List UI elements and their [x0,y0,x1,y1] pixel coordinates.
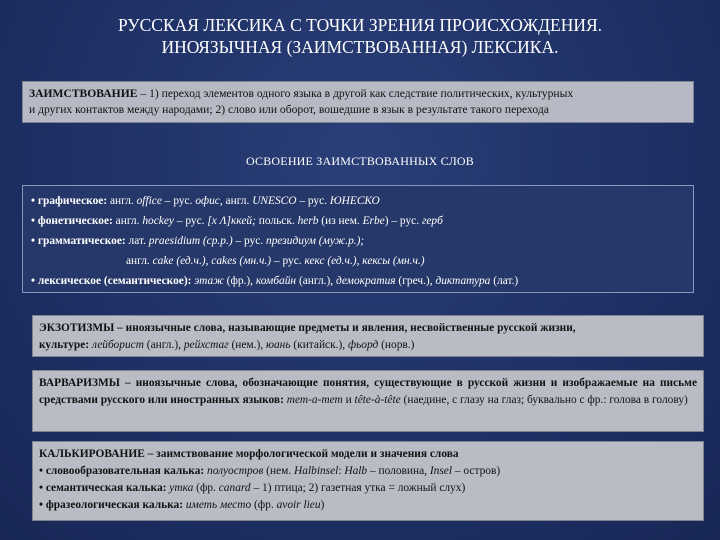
calques-box [32,441,704,521]
graphic-label: • графическое: [31,195,108,207]
example: демократия [336,275,396,287]
text: – рус. [296,195,330,207]
calques-definition: КАЛЬКИРОВАНИЕ – заимствование морфологической модели и значения слова [39,448,459,460]
barbarisms-term: ВАРВАРИЗМЫ [39,377,120,389]
definition-text-1: – 1) переход элементов одного языка в другой как следствие политических, культурных [137,87,574,100]
example: этаж [194,275,224,287]
text: : [338,465,345,477]
example: Halbinsel [294,465,339,477]
definition-line-2: и других контактов между народами; 2) слово или оборот, вошедшие в язык в результате такого перехода [29,103,549,116]
slide-title [40,14,680,58]
text: – 1) птица; 2) газетная утка = ложный слух) [250,482,466,494]
definition-line-1 [29,86,687,102]
text: – половина, [367,465,430,477]
text: (норв.) [378,339,415,351]
example: Halb [344,465,368,477]
text: (наедине, с глазу на глаз; буквально с фр.: голова в голову) [400,394,688,406]
assimilation-box [22,185,694,293]
grammatical-label: • грамматическое: [31,235,126,247]
example: cake (ед.ч.), cakes (мн.ч.) [152,255,272,267]
title-line-2: ИНОЯЗЫЧНАЯ (ЗАИМСТВОВАННАЯ) ЛЕКСИКА. [161,37,559,57]
text: – рус. [271,255,305,267]
text: англ. [222,195,253,207]
word-formation-calque [39,463,697,480]
example: тет-а-тет [286,394,343,406]
example: office [136,195,162,207]
example: кекс (ед.ч.), кексы (мн.ч.) [304,255,425,267]
definition-term: ЗАИМСТВОВАНИЕ [29,87,138,100]
example: avoir lieu [276,499,321,511]
phonetic-assimilation [31,211,685,231]
example: рейхстаг [183,339,229,351]
text: – рус. [161,195,196,207]
text: ) [320,499,325,511]
calque-label: • семантическая калька: [39,482,167,494]
calque-label: • словообразовательная калька: [39,465,205,477]
example: герб [421,215,443,227]
example: hockey [142,215,174,227]
text: – остров) [452,465,501,477]
example: иметь место [185,499,252,511]
lexical-assimilation [31,271,685,291]
text: (нем. [263,465,295,477]
text: (англ.), [296,275,336,287]
example: UNESCO [252,195,297,207]
text: – рус. [173,215,208,227]
example: Insel [429,465,453,477]
text: – рус. [232,235,267,247]
text: (англ.), [143,339,184,351]
exotisms-definition: ЭКЗОТИЗМЫ – иноязычные слова, называющие предметы и явления, несвойственные русской жизни, [39,322,576,334]
calques-heading [39,446,697,463]
text: польск. [255,215,298,227]
text: и [342,394,355,406]
example: юань [265,339,291,351]
example: президиум (муж.р.); [266,235,365,247]
text: англ. [112,215,143,227]
title-line-1: РУССКАЯ ЛЕКСИКА С ТОЧКИ ЗРЕНИЯ ПРОИСХОЖДЕНИЯ. [117,15,603,35]
definition-box [22,81,694,123]
text: (нем.), [228,339,266,351]
example: комбайн [255,275,297,287]
phonetic-label: • фонетическое: [31,215,113,227]
calque-label: • фразеологическая калька: [39,499,183,511]
exotisms-line-2 [39,337,697,354]
text: (лат.) [490,275,519,287]
text: (фр. [251,499,277,511]
text: (фр. [193,482,219,494]
example: диктатура [435,275,491,287]
lexical-label: • лексическое (семантическое): [31,275,192,287]
text: (из нем. [318,215,363,227]
example: лейборист [91,339,144,351]
barbarisms-definition: – иноязычные слова, обозначающие понятия, существующие в русской жизни и изображаемые на письме средствами русского или иностранных языков: [39,377,697,406]
example: praesidium (ср.р.) [148,235,233,247]
text: англ. [107,195,137,207]
example: canard [218,482,251,494]
example: [х Λ]ккей; [207,215,256,227]
section-title: ОСВОЕНИЕ ЗАИМСТВОВАННЫХ СЛОВ [246,154,474,168]
text: (греч.), [395,275,436,287]
text: (китайск.), [290,339,348,351]
example: офис, [195,195,223,207]
exotisms-line-1 [39,320,697,337]
text: лат. [125,235,149,247]
phraseological-calque [39,497,697,514]
example: ЮНЕСКО [329,195,380,207]
example: Erbe [362,215,385,227]
grammatical-assimilation [31,231,685,251]
grammatical-assimilation-2 [31,251,685,271]
example: утка [169,482,194,494]
text: культуре: [39,339,92,351]
text: ) – рус. [384,215,422,227]
example: полуостров [207,465,264,477]
example: herb [297,215,319,227]
semantic-calque [39,480,697,497]
barbarisms-box [32,370,704,432]
example: tête-à-tête [354,394,401,406]
text: англ. [126,255,153,267]
exotisms-box [32,315,704,357]
graphic-assimilation [31,191,685,211]
example: фьорд [347,339,379,351]
text: (фр.), [223,275,256,287]
